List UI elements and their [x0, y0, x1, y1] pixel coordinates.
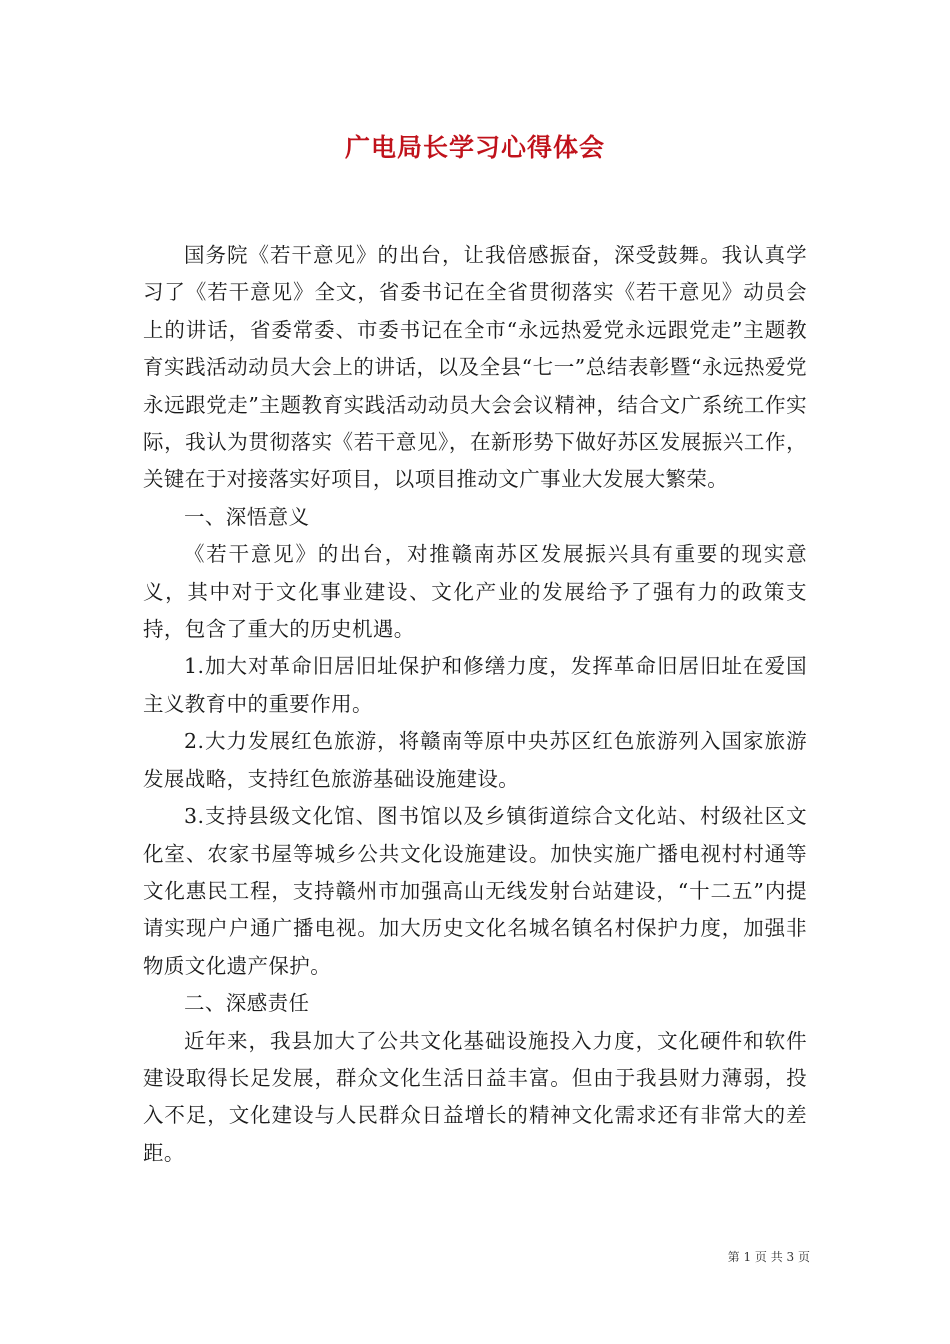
document-body: [143, 237, 807, 1172]
paragraph-responsibility: 近年来，我县加大了公共文化基础设施投入力度，文化硬件和软件建设取得长足发展，群众文化生活日益丰富。但由于我县财力薄弱，投入不足，文化建设与人民群众日益增长的精神文化需求还有非常大的差距。: [143, 1028, 807, 1165]
paragraph-significance: 《若干意见》的出台，对推赣南苏区发展振兴具有重要的现实意义，其中对于文化事业建设、文化产业的发展给予了强有力的政策支持，包含了重大的历史机遇。: [143, 542, 807, 642]
list-item-1: 1.加大对革命旧居旧址保护和修缮力度，发挥革命旧居旧址在爱国主义教育中的重要作用。: [143, 654, 807, 716]
paragraph-intro: 国务院《若干意见》的出台，让我倍感振奋，深受鼓舞。我认真学习了《若干意见》全文，省委书记在全省贯彻落实《若干意见》动员会上的讲话，省委常委、市委书记在全市“永远热爱党永远跟党走”主题教育实践活动动员大会上的讲话，以及全县“七一”总结表彰暨“永远热爱党永远跟党走”主题教育实践活动动员大会会议精神，结合文广系统工作实际，我认为贯彻落实《若干意见》，在新形势下做好苏区发展振兴工作，关键在于对接落实好项目，以项目推动文广事业大发展大繁荣。: [143, 243, 807, 492]
section-heading-2: 二、深感责任: [184, 991, 310, 1016]
section-heading-1: 一、深悟意义: [184, 504, 310, 529]
list-item-2: 2.大力发展红色旅游，将赣南等原中央苏区红色旅游列入国家旅游发展战略，支持红色旅游基础设施建设。: [143, 729, 807, 791]
list-item-3: 3.支持县级文化馆、图书馆以及乡镇街道综合文化站、村级社区文化室、农家书屋等城乡公共文化设施建设。加快实施广播电视村村通等文化惠民工程，支持赣州市加强高山无线发射台站建设，“十二五”内提请实现户户通广播电视。加大历史文化名城名镇名村保护力度，加强非物质文化遗产保护。: [143, 804, 807, 978]
page-number: 第 1 页 共 3 页: [727, 1250, 810, 1264]
page-title: 广电局长学习心得体会: [344, 133, 605, 162]
